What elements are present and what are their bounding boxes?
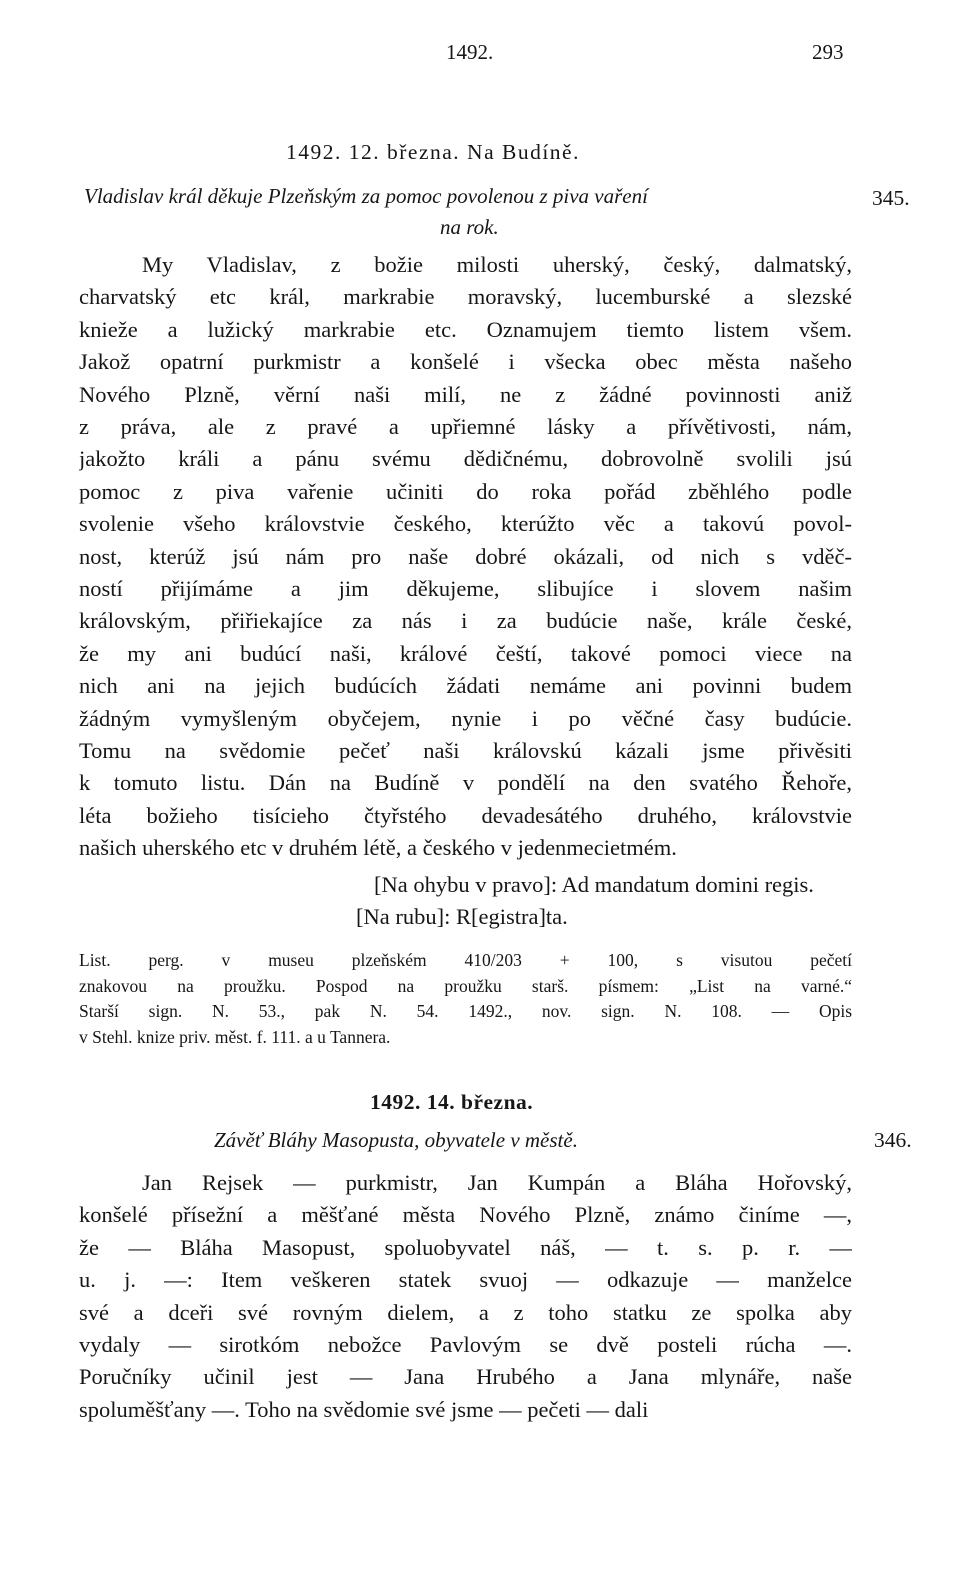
text-line: ností přijímáme a jim děkujeme, slibujíce i slovem našim <box>79 576 852 601</box>
text-line: královským, přiřiekajíce za nás i za budúcie naše, krále české, <box>79 608 852 634</box>
document-summary: Vladislav král děkuje Plzeňským za pomoc povolenou z piva vaření <box>84 184 648 208</box>
note-line: znakovou na proužku. Pospod na proužku starš. písmem: „List na varné.“ <box>79 975 852 996</box>
text-line: k tomuto listu. Dán na Budíně v pondělí na den svatého Řehoře, <box>79 770 852 796</box>
text-line: knieže a lužický markrabie etc. Oznamujem tiemto listem všem. <box>79 316 852 342</box>
text-line: konšelé přísežní a měšťané města Nového Plzně, známo činíme —, <box>79 1202 852 1228</box>
text-line: Poručníky učinil jest — Jana Hrubého a Jana mlynáře, naše <box>79 1364 852 1390</box>
document-summary-continued: na rok. <box>440 215 499 239</box>
text-line: našich uherského etc v druhém létě, a českého v jedenmecietmém. <box>79 835 677 861</box>
document-number: 345. <box>872 186 910 210</box>
text-line: žádným vymyšleným obyčejem, nynie i po věčné časy budúcie. <box>79 705 852 731</box>
text-line: Jan Rejsek — purkmistr, Jan Kumpán a Bláha Hořovský, <box>142 1170 852 1195</box>
text-line: Nového Plzně, věrní naši milí, ne z žádné povinnosti aniž <box>79 381 852 407</box>
endorsement-verso: [Na rubu]: R[egistra]ta. <box>356 904 568 929</box>
page-number: 293 <box>812 40 844 64</box>
text-line: My Vladislav, z božie milosti uherský, český, dalmatský, <box>142 252 852 277</box>
text-line: svolenie všeho královstvie českého, kterúžto věc a takovú povol- <box>79 511 852 537</box>
text-line: z práva, ale z pravé a upřiemné lásky a přívětivosti, nám, <box>79 414 852 439</box>
text-line: Jakož opatrní purkmistr a konšelé i všecka obec města našeho <box>79 349 852 375</box>
text-line: Tomu na svědomie pečeť naši královskú kázali jsme přivěsiti <box>79 738 852 763</box>
text-line: pomoc z piva vařenie učiniti do roka pořád zběhlého podle <box>79 478 852 504</box>
endorsement-fold: [Na ohybu v pravo]: Ad mandatum domini regis. <box>374 872 814 897</box>
text-line: nich ani na jejich budúcích žádati nemáme ani povinni budem <box>79 673 852 699</box>
note-line: v Stehl. knize priv. měst. f. 111. a u Tannera. <box>79 1026 391 1047</box>
text-line: své a dceři své rovným dielem, a z toho statku ze spolka aby <box>79 1299 852 1325</box>
text-line: že — Bláha Masopust, spoluobyvatel náš, — t. s. p. r. — <box>79 1234 852 1260</box>
note-line: Starší sign. N. 53., pak N. 54. 1492., nov. sign. N. 108. — Opis <box>79 1001 852 1021</box>
text-line: nost, kterúž jsú nám pro naše dobré okázali, od nich s vděč- <box>79 543 852 569</box>
text-line: spoluměšťany —. Toho na svědomie své jsme — pečeti — dali <box>79 1396 649 1422</box>
document-summary: Závěť Bláhy Masopusta, obyvatele v městě. <box>214 1128 578 1152</box>
text-line: že my ani budúcí naši, králové čeští, takové pomoci viece na <box>79 640 852 666</box>
note-line: List. perg. v museu plzeňském 410/203 + 100, s visutou pečetí <box>79 950 852 970</box>
text-line: charvatský etc král, markrabie moravský, lucemburské a slezské <box>79 284 852 310</box>
text-line: léta božieho tisícieho čtyřstého devadesátého druhého, královstvie <box>79 802 852 828</box>
document-number: 346. <box>874 1128 912 1152</box>
text-line: jakožto králi a pánu svému dědičnému, dobrovolně svolili jsú <box>79 446 852 472</box>
text-line: vydaly — sirotkóm nebožce Pavlovým se dvě posteli rúcha —. <box>79 1332 852 1357</box>
text-line: u. j. —: Item veškeren statek svuoj — odkazuje — manželce <box>79 1267 852 1293</box>
document-date-place: 1492. 14. března. <box>370 1090 534 1114</box>
running-header-year: 1492. <box>446 40 494 64</box>
document-date-place: 1492. 12. března. Na Budíně. <box>286 140 580 164</box>
